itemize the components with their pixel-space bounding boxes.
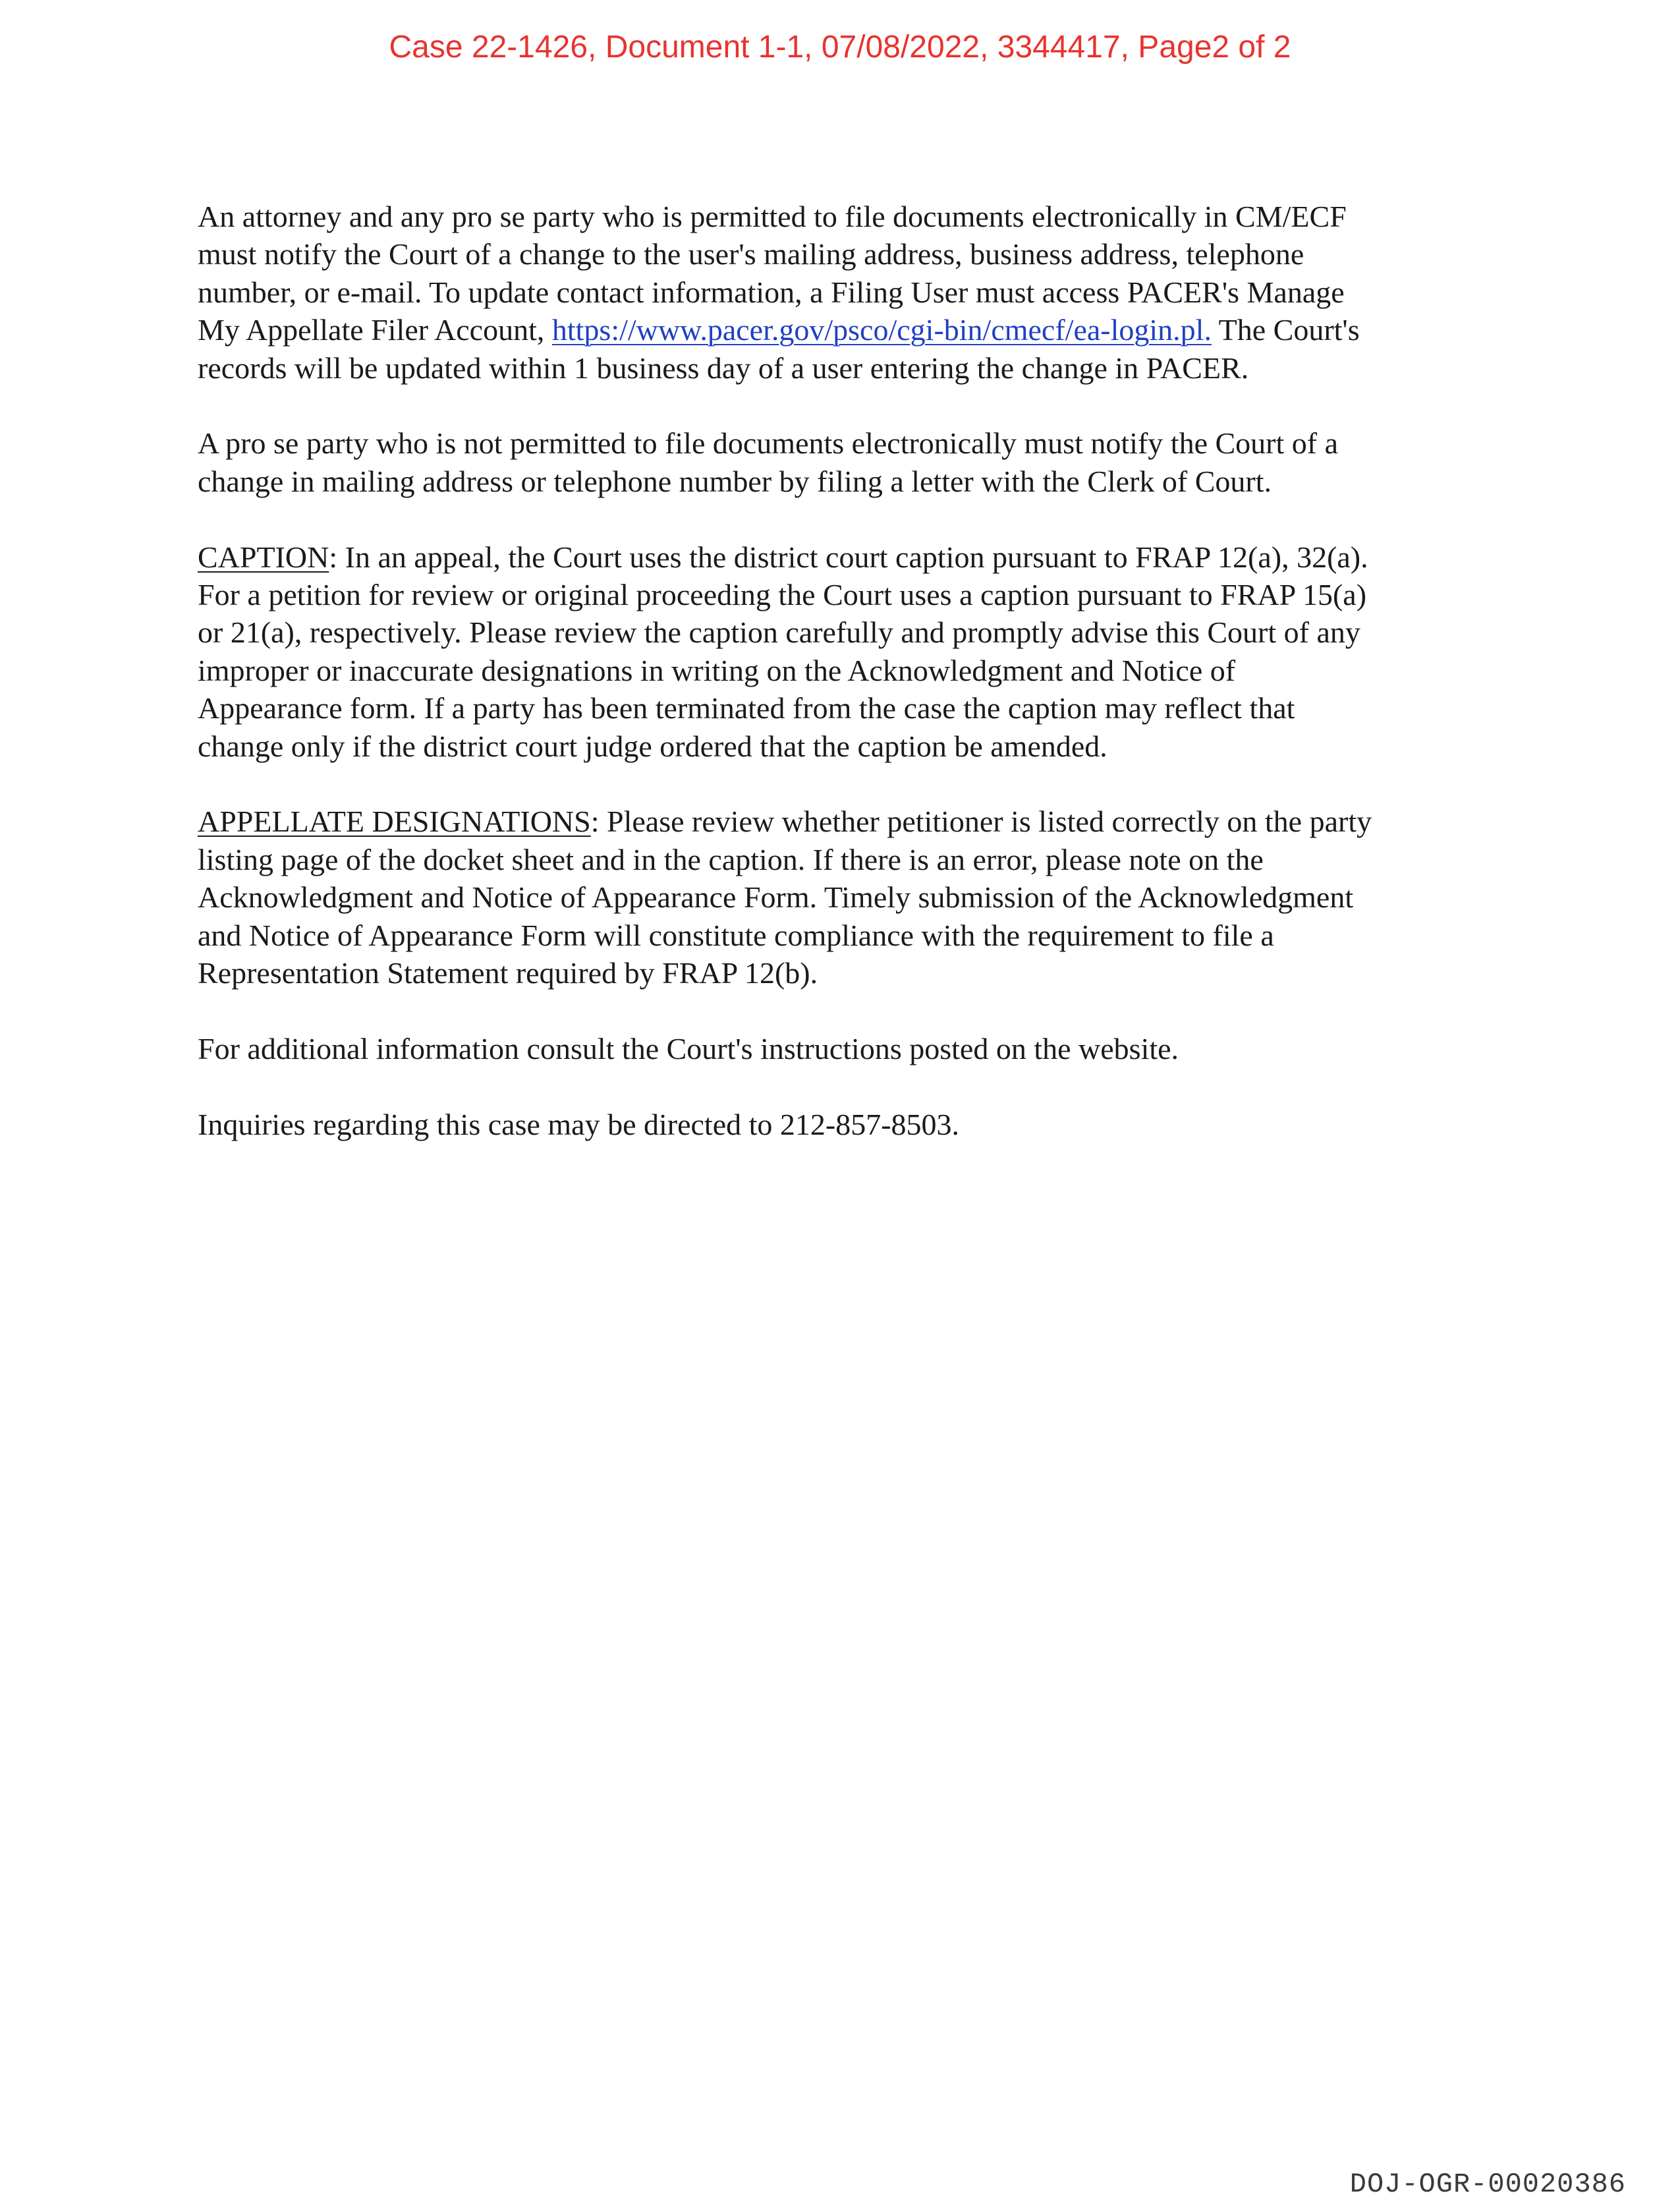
text-line: number, or e-mail. To update contact information, a Filing User must access PACER's Manage: [198, 275, 1345, 309]
text-line: Representation Statement required by FRAP 12(b).: [198, 956, 818, 990]
text-line: A pro se party who is not permitted to file documents electronically must notify the Court of a: [198, 426, 1339, 461]
inquiries-paragraph: [198, 1106, 1509, 1143]
text-line: listing page of the docket sheet and in the caption. If there is an error, please note on the: [198, 842, 1264, 876]
text-line: records will be updated within 1 business day of a user entering the change in PACER.: [198, 351, 1249, 385]
text-line: Appearance form. If a party has been terminated from the case the caption may reflect that: [198, 691, 1295, 725]
text-line: For additional information consult the Court's instructions posted on the website.: [198, 1031, 1179, 1065]
caption-paragraph: [198, 538, 1509, 765]
text-line: change in mailing address or telephone number by filing a letter with the Clerk of Court.: [198, 464, 1272, 498]
text-fragment: The Court's: [1211, 313, 1360, 347]
document-body: [198, 198, 1509, 1181]
text-line: [198, 803, 1509, 840]
pro-se-paragraph: [198, 424, 1509, 500]
text-line: Inquiries regarding this case may be directed to 212-857-8503.: [198, 1107, 960, 1141]
text-line: An attorney and any pro se party who is permitted to file documents electronically in CM/ECF: [198, 200, 1347, 233]
pacer-login-link[interactable]: https://www.pacer.gov/psco/cgi-bin/cmecf/ea-login.pl.: [551, 313, 1212, 347]
text-line: improper or inaccurate designations in writing on the Acknowledgment and Notice of: [198, 653, 1236, 687]
text-line: [198, 538, 1509, 576]
text-fragment: : Please review whether petitioner is listed correctly on the party: [590, 805, 1372, 839]
text-line: For a petition for review or original proceeding the Court uses a caption pursuant to FRAP 15(a): [198, 578, 1367, 612]
appellate-designations-paragraph: [198, 803, 1509, 992]
text-line-with-link: [198, 311, 1509, 349]
text-fragment: My Appellate Filer Account,: [198, 313, 552, 347]
text-line: Acknowledgment and Notice of Appearance Form. Timely submission of the Acknowledgment: [198, 880, 1354, 915]
contact-update-paragraph: [198, 198, 1509, 387]
additional-info-paragraph: [198, 1030, 1509, 1067]
text-line: must notify the Court of a change to the user's mailing address, business address, telephone: [198, 237, 1304, 271]
text-line: and Notice of Appearance Form will constitute compliance with the requirement to file a: [198, 918, 1274, 952]
text-line: or 21(a), respectively. Please review the caption carefully and promptly advise this Court of any: [198, 615, 1360, 650]
bates-number: DOJ-OGR-00020386: [1349, 2169, 1626, 2200]
appellate-designations-heading: APPELLATE DESIGNATIONS: [198, 805, 591, 839]
case-header: Case 22-1426, Document 1-1, 07/08/2022, 3344417, Page2 of 2: [389, 30, 1291, 65]
text-fragment: : In an appeal, the Court uses the district court caption pursuant to FRAP 12(a), 32(a).: [329, 540, 1368, 574]
text-line: change only if the district court judge ordered that the caption be amended.: [198, 729, 1107, 763]
caption-heading: CAPTION: [198, 540, 329, 574]
